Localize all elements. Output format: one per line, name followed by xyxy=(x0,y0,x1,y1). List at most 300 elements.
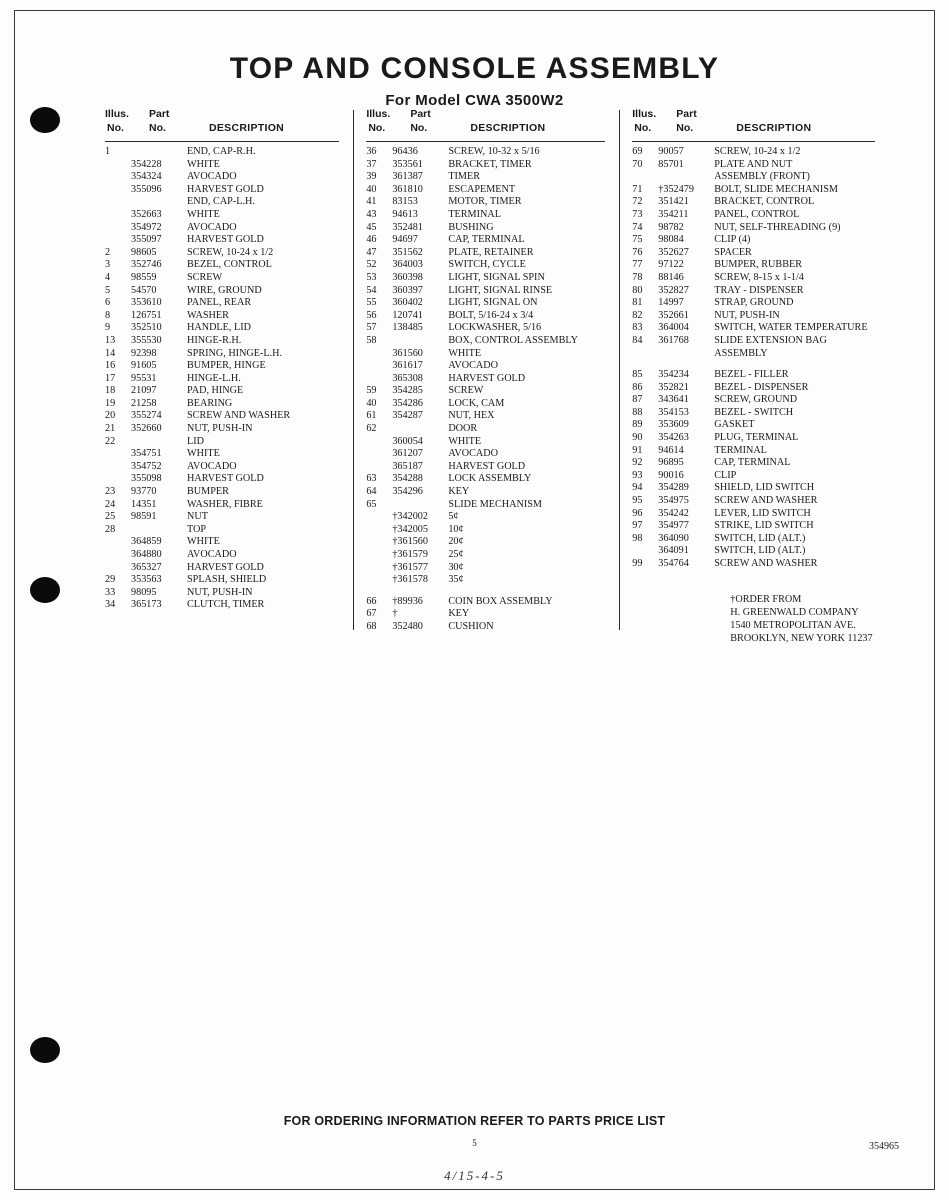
parts-table-3 xyxy=(632,146,875,571)
cell-description: PANEL, CONTROL xyxy=(714,208,800,220)
cell-part-no: 361560 xyxy=(392,347,423,359)
table-row xyxy=(366,486,605,499)
page-title: TOP AND CONSOLE ASSEMBLY xyxy=(229,52,720,85)
table-row xyxy=(105,272,339,285)
cell-description: NUT, SELF-THREADING (9) xyxy=(714,221,841,233)
cell-description: LOCKWASHER, 5/16 xyxy=(448,322,542,334)
cell-illus-no: 62 xyxy=(366,423,377,435)
parts-columns xyxy=(105,108,889,645)
cell-part-no: 138485 xyxy=(392,322,423,334)
cell-description: BEZEL - FILLER xyxy=(714,369,789,381)
table-row xyxy=(632,470,875,483)
header-part-no: No. xyxy=(410,122,428,134)
handwritten-annotation: 4/15-4-5 xyxy=(444,1168,505,1183)
cell-description: HINGE-R.H. xyxy=(187,334,242,346)
table-row xyxy=(366,574,605,587)
cell-part-no: 96436 xyxy=(392,146,418,157)
order-from-line: BROOKLYN, NEW YORK 11237 xyxy=(730,632,873,644)
table-row xyxy=(105,423,339,436)
cell-part-no: 353563 xyxy=(131,574,162,586)
order-from-line: †ORDER FROM xyxy=(730,593,802,605)
cell-part-no: 98782 xyxy=(658,221,684,233)
table-row xyxy=(105,499,339,512)
cell-description: 30¢ xyxy=(448,561,464,573)
document-id: 354965 xyxy=(869,1141,899,1152)
cell-part-no: 354228 xyxy=(131,158,162,170)
cell-illus-no: 76 xyxy=(632,246,643,258)
cell-description: 5¢ xyxy=(448,511,459,523)
cell-description: MOTOR, TIMER xyxy=(448,196,522,208)
cell-illus-no xyxy=(105,184,131,197)
table-row xyxy=(366,536,605,549)
cell-illus-no: 92 xyxy=(632,457,643,469)
cell-part-no: 365327 xyxy=(131,561,162,573)
cell-description: BOLT, 5/16-24 x 3/4 xyxy=(448,309,534,321)
table-row xyxy=(105,348,339,361)
cell-part-no: 352663 xyxy=(131,208,162,220)
cell-description: SWITCH, CYCLE xyxy=(448,259,526,271)
table-row xyxy=(366,524,605,537)
cell-description: CLUTCH, TIMER xyxy=(187,599,265,611)
cell-illus-no xyxy=(632,171,658,184)
table-row xyxy=(632,322,875,335)
table-row xyxy=(105,171,339,184)
cell-illus-no xyxy=(366,448,392,461)
table-row xyxy=(105,486,339,499)
table-row xyxy=(632,310,875,323)
cell-description: CAP, TERMINAL xyxy=(448,234,525,246)
table-row xyxy=(105,448,339,461)
cell-illus-no: 25 xyxy=(105,511,116,523)
cell-part-no: 354289 xyxy=(658,482,689,494)
cell-illus-no: 39 xyxy=(366,171,377,183)
table-row xyxy=(632,222,875,235)
cell-part-no: 83153 xyxy=(392,196,418,208)
table-row xyxy=(632,419,875,432)
cell-description: NUT, HEX xyxy=(448,410,495,422)
table-row xyxy=(105,335,339,348)
cell-description: TOP xyxy=(187,523,207,535)
table-row xyxy=(105,222,339,235)
cell-description: AVOCADO xyxy=(448,448,498,460)
cell-part-no: 354263 xyxy=(658,432,689,444)
cell-illus-no: 52 xyxy=(366,259,377,271)
cell-part-no: 361207 xyxy=(392,448,423,460)
page-border-right xyxy=(934,10,935,1190)
cell-illus-no xyxy=(366,436,392,449)
cell-part-no: 354288 xyxy=(392,473,423,485)
table-row xyxy=(632,495,875,508)
table-row xyxy=(366,360,605,373)
cell-illus-no: 55 xyxy=(366,297,377,309)
page-number: 5 xyxy=(472,1138,477,1148)
cell-description: STRIKE, LID SWITCH xyxy=(714,520,814,532)
cell-part-no: 352481 xyxy=(392,221,423,233)
cell-part-no: 354287 xyxy=(392,410,423,422)
table-row xyxy=(632,520,875,533)
table-row xyxy=(105,373,339,386)
cell-description: BEZEL, CONTROL xyxy=(187,259,272,271)
cell-illus-no: 40 xyxy=(366,397,377,409)
cell-part-no: 97122 xyxy=(658,259,684,271)
cell-part-no: 85701 xyxy=(658,158,684,170)
table-row xyxy=(632,508,875,521)
cell-illus-no: 17 xyxy=(105,372,116,384)
cell-description: END, CAP-R.H. xyxy=(187,146,256,157)
table-row xyxy=(366,222,605,235)
cell-description: AVOCADO xyxy=(187,221,237,233)
cell-illus-no: 96 xyxy=(632,507,643,519)
table-row xyxy=(632,369,875,382)
page-subtitle: For Model CWA 3500W2 xyxy=(385,92,564,109)
cell-part-no: 343641 xyxy=(658,394,689,406)
cell-part-no: 364003 xyxy=(392,259,423,271)
table-row xyxy=(105,511,339,524)
table-row xyxy=(632,407,875,420)
cell-illus-no xyxy=(366,574,392,587)
cell-description: CLIP xyxy=(714,469,737,481)
cell-part-no: 361768 xyxy=(658,334,689,346)
cell-illus-no: 9 xyxy=(105,322,111,334)
cell-part-no: 354242 xyxy=(658,507,689,519)
cell-part-no xyxy=(131,196,187,209)
cell-part-no: 354286 xyxy=(392,397,423,409)
cell-illus-no: 8 xyxy=(105,309,111,321)
cell-part-no: 95531 xyxy=(131,372,157,384)
table-row xyxy=(105,259,339,272)
cell-description: AVOCADO xyxy=(187,460,237,472)
cell-part-no: 354764 xyxy=(658,558,689,569)
cell-part-no: 361387 xyxy=(392,171,423,183)
parts-column-2 xyxy=(354,108,619,634)
cell-description: WASHER, FIBRE xyxy=(187,498,263,510)
column-header xyxy=(632,108,875,140)
cell-part-no: 88146 xyxy=(658,271,684,283)
cell-description: SWITCH, WATER TEMPERATURE xyxy=(714,322,868,334)
table-row xyxy=(366,322,605,335)
cell-illus-no: 36 xyxy=(366,146,377,157)
cell-part-no: 352660 xyxy=(131,423,162,435)
cell-description: TRAY - DISPENSER xyxy=(714,284,804,296)
cell-part-no: 98559 xyxy=(131,271,157,283)
cell-illus-no: 54 xyxy=(366,284,377,296)
cell-description: SCREW AND WASHER xyxy=(714,495,818,507)
cell-illus-no: 71 xyxy=(632,183,643,195)
table-row xyxy=(366,171,605,184)
cell-description: TIMER xyxy=(448,171,481,183)
header-illus-no: No. xyxy=(634,122,652,134)
cell-description: SCREW, 10-32 x 5/16 xyxy=(448,146,540,157)
table-row xyxy=(632,159,875,172)
table-row xyxy=(105,461,339,474)
cell-part-no: 354153 xyxy=(658,406,689,418)
cell-description: HANDLE, LID xyxy=(187,322,251,334)
cell-illus-no xyxy=(105,461,131,474)
cell-illus-no: 84 xyxy=(632,334,643,346)
header-part-no: No. xyxy=(149,122,166,134)
cell-part-no: 14351 xyxy=(131,498,157,510)
cell-description: BRACKET, CONTROL xyxy=(714,196,815,208)
cell-illus-no: 73 xyxy=(632,208,643,220)
header-illus-no: No. xyxy=(107,122,124,134)
cell-description: BUMPER, HINGE xyxy=(187,360,266,372)
cell-description: PANEL, REAR xyxy=(187,297,252,309)
table-row xyxy=(105,536,339,549)
cell-illus-no: 87 xyxy=(632,394,643,406)
header-part: Part xyxy=(676,108,697,120)
table-row xyxy=(632,457,875,470)
table-row xyxy=(105,285,339,298)
cell-part-no: 98591 xyxy=(131,511,157,523)
cell-description: NUT, PUSH-IN xyxy=(187,423,253,435)
table-row xyxy=(632,445,875,458)
cell-description: SCREW, GROUND xyxy=(714,394,798,406)
punch-hole-icon xyxy=(30,1037,60,1063)
cell-illus-no: 93 xyxy=(632,469,643,481)
header-illus: Illus. xyxy=(632,108,657,120)
cell-part-no xyxy=(131,524,187,537)
cell-description: 20¢ xyxy=(448,536,464,548)
cell-illus-no xyxy=(105,234,131,247)
cell-illus-no: 75 xyxy=(632,234,643,246)
cell-part-no: 21097 xyxy=(131,385,157,397)
cell-description: END, CAP-L.H. xyxy=(187,196,255,208)
cell-part-no: 360054 xyxy=(392,435,423,447)
cell-illus-no: 97 xyxy=(632,520,643,532)
cell-illus-no: 80 xyxy=(632,284,643,296)
table-row xyxy=(366,285,605,298)
table-row xyxy=(105,310,339,323)
cell-part-no: 365308 xyxy=(392,372,423,384)
cell-part-no: † xyxy=(392,608,398,620)
cell-illus-no: 46 xyxy=(366,234,377,246)
table-row xyxy=(632,146,875,159)
table-row xyxy=(632,247,875,260)
cell-illus-no: 68 xyxy=(366,620,377,632)
cell-illus-no: 57 xyxy=(366,322,377,334)
table-row xyxy=(105,574,339,587)
table-row xyxy=(366,272,605,285)
cell-description: ESCAPEMENT xyxy=(448,183,516,195)
cell-illus-no: 65 xyxy=(366,498,377,510)
cell-illus-no: 74 xyxy=(632,221,643,233)
cell-description: WHITE xyxy=(448,347,482,359)
cell-illus-no: 78 xyxy=(632,271,643,283)
cell-part-no: †89936 xyxy=(392,595,423,607)
header-part: Part xyxy=(410,108,431,120)
table-row xyxy=(105,410,339,423)
cell-illus-no: 61 xyxy=(366,410,377,422)
cell-illus-no: 67 xyxy=(366,608,377,620)
cell-part-no: 354211 xyxy=(658,208,689,220)
cell-part-no: 93770 xyxy=(131,486,157,498)
table-row xyxy=(632,285,875,298)
table-row xyxy=(105,184,339,197)
cell-illus-no: 41 xyxy=(366,196,377,208)
cell-part-no: 355274 xyxy=(131,410,162,422)
cell-description: SWITCH, LID (ALT.) xyxy=(714,532,806,544)
cell-illus-no: 16 xyxy=(105,360,116,372)
cell-part-no: †361577 xyxy=(392,561,428,573)
cell-part-no: 98084 xyxy=(658,234,684,246)
table-row xyxy=(105,234,339,247)
table-row xyxy=(366,348,605,361)
table-row xyxy=(632,394,875,407)
header-part-no: No. xyxy=(676,122,694,134)
cell-description: WHITE xyxy=(187,536,220,548)
cell-part-no: 354285 xyxy=(392,385,423,397)
cell-part-no: 94613 xyxy=(392,208,418,220)
table-row xyxy=(366,310,605,323)
cell-illus-no: 53 xyxy=(366,271,377,283)
table-row xyxy=(632,297,875,310)
cell-part-no: 94697 xyxy=(392,234,418,246)
cell-part-no xyxy=(658,348,714,361)
cell-description: PLATE AND NUT xyxy=(714,158,793,170)
table-row xyxy=(366,184,605,197)
cell-illus-no: 21 xyxy=(105,423,116,435)
table-row xyxy=(366,335,605,348)
cell-illus-no xyxy=(105,448,131,461)
header-part: Part xyxy=(149,108,170,120)
cell-part-no: 364880 xyxy=(131,549,162,560)
cell-description: STRAP, GROUND xyxy=(714,297,794,309)
cell-part-no: 98605 xyxy=(131,246,157,258)
cell-illus-no: 23 xyxy=(105,486,116,498)
table-row xyxy=(632,335,875,348)
cell-description: LID xyxy=(187,435,204,447)
table-row xyxy=(105,360,339,373)
cell-illus-no: 47 xyxy=(366,246,377,258)
cell-illus-no: 86 xyxy=(632,381,643,393)
parts-column-1 xyxy=(105,108,353,612)
cell-description: SCREW AND WASHER xyxy=(714,558,818,569)
cell-description: PLUG, TERMINAL xyxy=(714,432,799,444)
cell-illus-no: 37 xyxy=(366,158,377,170)
cell-description: AVOCADO xyxy=(187,549,237,560)
cell-illus-no xyxy=(105,549,131,562)
cell-description: LIGHT, SIGNAL RINSE xyxy=(448,284,553,296)
table-row xyxy=(366,297,605,310)
table-row xyxy=(105,385,339,398)
cell-illus-no: 34 xyxy=(105,599,116,611)
table-row xyxy=(366,196,605,209)
cell-illus-no: 6 xyxy=(105,297,111,309)
cell-description: SHIELD, LID SWITCH xyxy=(714,482,815,494)
cell-illus-no xyxy=(105,171,131,184)
cell-illus-no xyxy=(105,196,131,209)
cell-part-no xyxy=(392,335,448,348)
cell-illus-no: 14 xyxy=(105,347,116,359)
table-row xyxy=(632,259,875,272)
cell-part-no xyxy=(392,423,448,436)
table-row xyxy=(366,423,605,436)
cell-description: NUT xyxy=(187,511,208,523)
cell-illus-no: 22 xyxy=(105,435,116,447)
cell-illus-no: 88 xyxy=(632,406,643,418)
header-description: DESCRIPTION xyxy=(209,122,285,134)
cell-part-no xyxy=(392,499,448,512)
cell-description: HARVEST GOLD xyxy=(187,183,264,195)
cell-part-no: 98095 xyxy=(131,586,157,598)
cell-description: NUT, PUSH-IN xyxy=(187,586,253,598)
cell-description: 25¢ xyxy=(448,549,464,560)
row-spacer xyxy=(632,360,875,369)
header-rule xyxy=(105,141,339,142)
table-row xyxy=(105,436,339,449)
table-row xyxy=(105,247,339,260)
cell-part-no: 352510 xyxy=(131,322,162,334)
cell-illus-no: 43 xyxy=(366,208,377,220)
page-border-top xyxy=(14,10,935,11)
cell-illus-no: 66 xyxy=(366,595,377,607)
parts-table-2 xyxy=(366,146,605,634)
cell-part-no xyxy=(131,436,187,449)
cell-description: HARVEST GOLD xyxy=(448,372,526,384)
table-row xyxy=(366,234,605,247)
cell-part-no: 354296 xyxy=(392,486,423,498)
cell-description: SPLASH, SHIELD xyxy=(187,574,267,586)
cell-illus-no: 5 xyxy=(105,284,111,296)
cell-illus-no: 63 xyxy=(366,473,377,485)
cell-illus-no xyxy=(366,511,392,524)
cell-part-no: †361578 xyxy=(392,574,428,586)
cell-part-no: 354975 xyxy=(658,495,689,507)
cell-description: LOCK ASSEMBLY xyxy=(448,473,532,485)
cell-illus-no: 95 xyxy=(632,495,643,507)
table-row xyxy=(105,322,339,335)
cell-description: 35¢ xyxy=(448,574,464,586)
cell-part-no: 361810 xyxy=(392,183,423,195)
cell-illus-no xyxy=(105,209,131,222)
cell-part-no: †361560 xyxy=(392,536,428,548)
cell-description: TERMINAL xyxy=(714,444,767,456)
cell-illus-no xyxy=(366,360,392,373)
cell-illus-no: 82 xyxy=(632,309,643,321)
table-row xyxy=(105,196,339,209)
cell-description: SCREW xyxy=(448,385,484,397)
cell-part-no: 365187 xyxy=(392,460,423,472)
cell-part-no xyxy=(658,171,714,184)
cell-description: PLATE, RETAINER xyxy=(448,246,534,258)
cell-description: SPACER xyxy=(714,246,752,258)
cell-part-no: 352661 xyxy=(658,309,689,321)
cell-part-no: 364859 xyxy=(131,536,162,548)
cell-part-no: 354324 xyxy=(131,171,162,183)
cell-description: HINGE-L.H. xyxy=(187,372,241,384)
header-illus-no: No. xyxy=(368,122,386,134)
cell-description: KEY xyxy=(448,608,470,620)
punch-hole-icon xyxy=(30,107,60,133)
table-row xyxy=(632,545,875,558)
table-row xyxy=(366,461,605,474)
table-row xyxy=(366,209,605,222)
cell-illus-no xyxy=(366,536,392,549)
cell-illus-no: 72 xyxy=(632,196,643,208)
cell-illus-no xyxy=(366,348,392,361)
cell-description: LOCK, CAM xyxy=(448,397,505,409)
page-border-bottom xyxy=(14,1189,935,1190)
cell-illus-no xyxy=(632,348,658,361)
cell-illus-no xyxy=(105,536,131,549)
cell-description: BOLT, SLIDE MECHANISM xyxy=(714,183,838,195)
cell-part-no: 54570 xyxy=(131,284,157,296)
table-row xyxy=(632,482,875,495)
cell-part-no: 14997 xyxy=(658,297,684,309)
cell-illus-no: 40 xyxy=(366,183,377,195)
cell-part-no: 351562 xyxy=(392,246,423,258)
table-row xyxy=(105,159,339,172)
